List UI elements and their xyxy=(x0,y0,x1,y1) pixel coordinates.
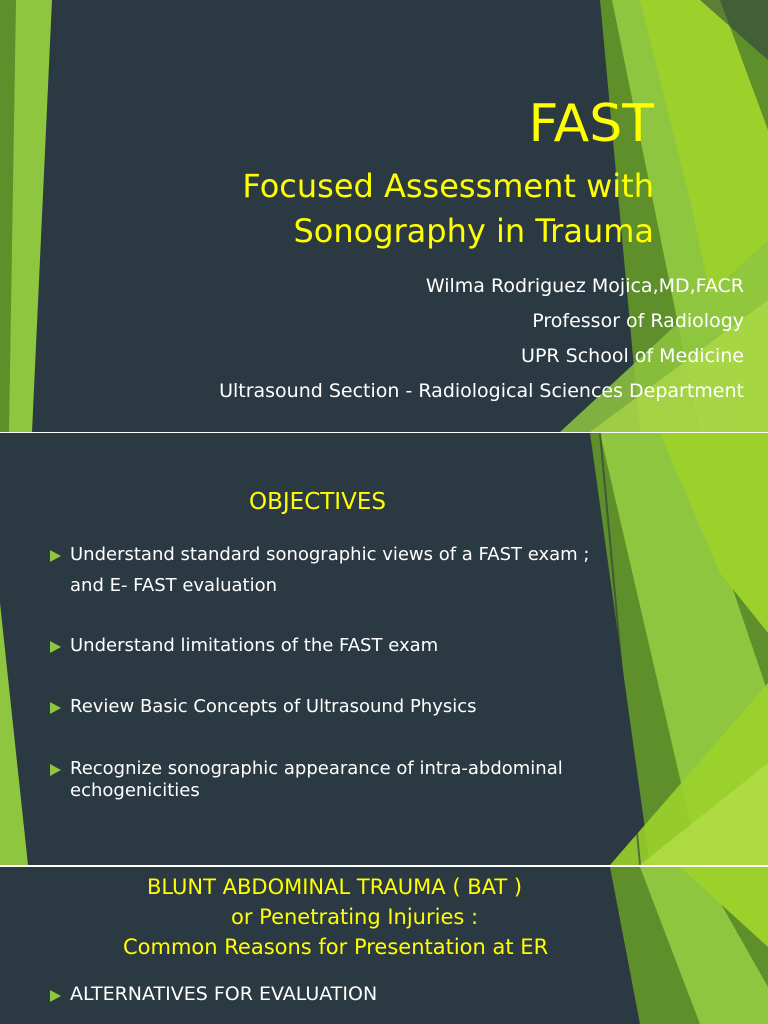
author-institution: UPR School of Medicine xyxy=(521,345,744,367)
author-department: Ultrasound Section - Radiological Sciences Department xyxy=(219,380,744,402)
slide-subtitle-line-1: Focused Assessment with xyxy=(242,167,654,205)
bullet-arrow-icon xyxy=(50,990,61,1002)
slide-title xyxy=(0,0,768,432)
trauma-heading-line-2: or Penetrating Injuries : xyxy=(231,905,479,929)
objective-text: Understand standard sonographic views of a FAST exam ; xyxy=(70,544,590,565)
bullet-arrow-icon xyxy=(50,764,61,776)
trauma-heading-line-3: Common Reasons for Presentation at ER xyxy=(123,935,549,959)
slide-blunt-trauma xyxy=(0,867,768,1024)
slide-objectives xyxy=(0,433,768,865)
objective-text: Review Basic Concepts of Ultrasound Physics xyxy=(70,696,477,717)
bullet-arrow-icon xyxy=(50,702,61,714)
objective-text: Recognize sonographic appearance of intra-abdominal xyxy=(70,758,563,779)
objective-text-continued: echogenicities xyxy=(70,780,200,801)
objective-text-continued: and E- FAST evaluation xyxy=(70,575,278,596)
objective-text: Understand limitations of the FAST exam xyxy=(70,635,439,656)
slide-subtitle-line-2: Sonography in Trauma xyxy=(293,212,654,250)
author-name: Wilma Rodriguez Mojica,MD,FACR xyxy=(425,275,744,297)
author-position: Professor of Radiology xyxy=(532,310,744,332)
trauma-bullet-text: ALTERNATIVES FOR EVALUATION xyxy=(70,983,378,1005)
bullet-arrow-icon xyxy=(50,550,61,562)
slide-title-heading: FAST xyxy=(528,94,654,154)
bullet-arrow-icon xyxy=(50,641,61,653)
trauma-heading-line-1: BLUNT ABDOMINAL TRAUMA ( BAT ) xyxy=(147,875,523,899)
objectives-heading: OBJECTIVES xyxy=(249,489,386,515)
